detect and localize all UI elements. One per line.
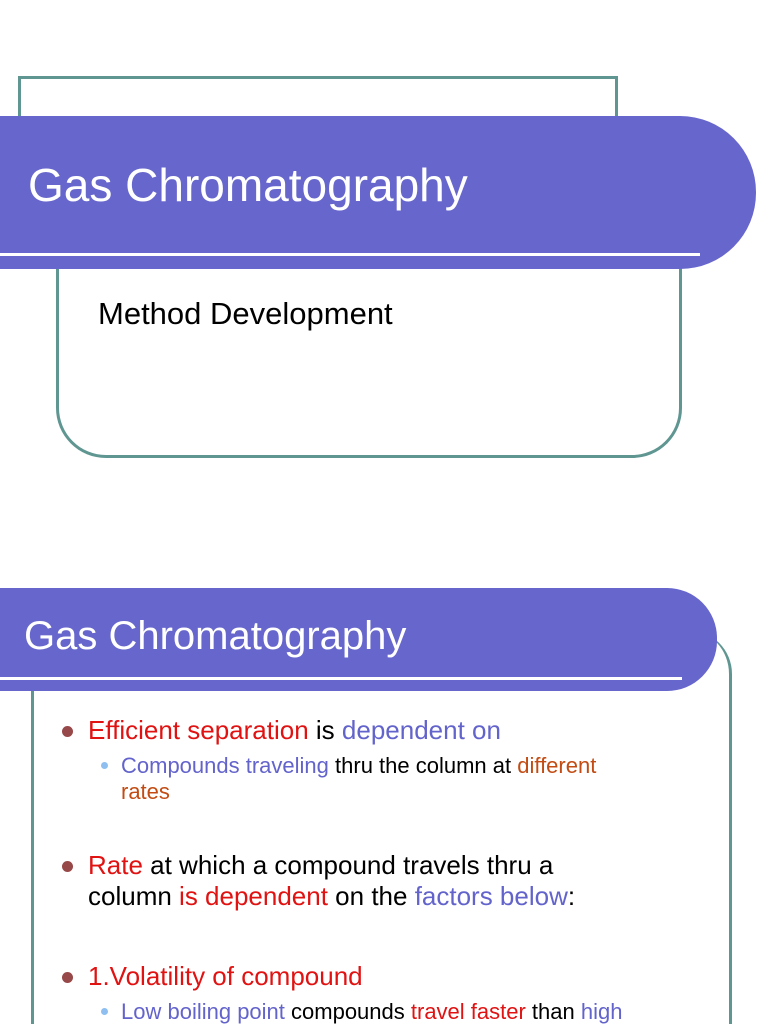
bullet-item <box>88 715 501 746</box>
sub-bullet-text-emphasis: rates <box>121 779 170 805</box>
bullet-dot-icon <box>62 726 73 737</box>
bullet-item <box>88 961 363 992</box>
sub-bullet-text-emphasis: high <box>580 999 623 1024</box>
sub-bullet-item <box>121 999 721 1024</box>
bullet-text-emphasis: 1.Volatility of compound <box>88 961 363 991</box>
bullet-text: : <box>567 881 576 912</box>
sub-bullet-text-emphasis: Compounds traveling <box>121 753 329 778</box>
bullet-text-emphasis: Rate <box>88 850 143 880</box>
sub-bullet-text: than <box>525 999 581 1024</box>
bullet-text: on the <box>327 881 415 912</box>
bullet-text-emphasis: dependent on <box>341 715 501 745</box>
bullet-item <box>88 850 688 912</box>
sub-bullet-dot-icon <box>101 1008 108 1015</box>
slide-2-title: Gas Chromatography <box>24 614 407 658</box>
slide-2-band-divider <box>0 677 682 680</box>
bullet-text-emphasis: factors below <box>414 881 568 912</box>
sub-bullet-text-emphasis: different <box>517 753 597 778</box>
bullet-text-emphasis: is dependent <box>179 881 328 912</box>
slide-1-title: Gas Chromatography <box>28 159 468 211</box>
sub-bullet-text-emphasis: Low boiling point <box>121 999 285 1024</box>
slide-1-subtitle: Method Development <box>98 296 393 331</box>
bullet-text-emphasis: Efficient separation <box>88 715 309 745</box>
slide-1-band-divider <box>0 253 700 256</box>
bullet-text: is <box>308 715 342 745</box>
bullet-dot-icon <box>62 972 73 983</box>
sub-bullet-dot-icon <box>101 762 108 769</box>
bullet-text: column <box>88 881 180 912</box>
sub-bullet-item <box>121 753 711 806</box>
sub-bullet-text: compounds <box>284 999 411 1024</box>
bullet-dot-icon <box>62 861 73 872</box>
bullet-text: at which a compound travels thru a <box>142 850 554 880</box>
sub-bullet-text: thru the column at <box>328 753 518 778</box>
sub-bullet-text-emphasis: travel faster <box>410 999 526 1024</box>
